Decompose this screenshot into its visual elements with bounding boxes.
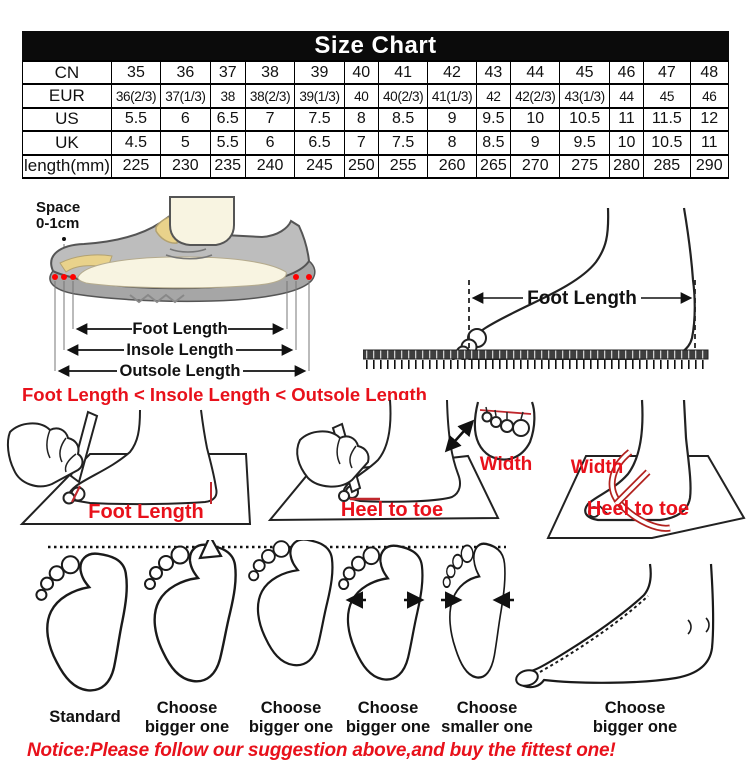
scene1-foot-length-label: Foot Length: [88, 501, 204, 523]
size-cell: 7.5: [295, 108, 344, 131]
size-cell: 245: [295, 155, 344, 178]
footprint-narrow: [441, 544, 514, 678]
caption-smaller: [412, 698, 562, 738]
size-cell: 10: [511, 108, 560, 131]
foot-ruler-diagram: [363, 200, 750, 380]
size-cell: 41(1/3): [428, 84, 476, 107]
caption-line: Choose: [604, 698, 666, 717]
size-cell: 7.5: [378, 131, 427, 154]
size-cell: 235: [210, 155, 245, 178]
row-label: US: [23, 108, 112, 131]
size-cell: 8.5: [378, 108, 427, 131]
size-cell: 41: [378, 61, 427, 84]
size-cell: 39(1/3): [295, 84, 344, 107]
footprint-guide: [0, 540, 750, 698]
size-cell: 6: [245, 131, 294, 154]
size-cell: 5.5: [210, 131, 245, 154]
size-cell: 290: [690, 155, 728, 178]
size-cell: 44: [609, 84, 643, 107]
tape-width-label: Width: [570, 457, 624, 478]
ruler: [363, 350, 708, 369]
caption-line: Choose: [260, 698, 322, 717]
size-cell: 40: [344, 84, 378, 107]
size-cell: 12: [690, 108, 728, 131]
size-cell: 6: [161, 108, 210, 131]
caption-line: bigger one: [248, 718, 334, 736]
outsole-length-label: Outsole Length: [119, 362, 241, 380]
size-cell: 5.5: [111, 108, 160, 131]
size-cell: 5: [161, 131, 210, 154]
row-label: length(mm): [23, 155, 112, 178]
table-row: [23, 131, 729, 154]
caption-line: smaller one: [441, 718, 533, 736]
size-chart-header: Size Chart: [22, 31, 729, 60]
size-cell: 265: [476, 155, 510, 178]
size-cell: 42: [476, 84, 510, 107]
size-cell: 37: [210, 61, 245, 84]
size-cell: 42(2/3): [511, 84, 560, 107]
size-cell: 46: [609, 61, 643, 84]
size-cell: 6.5: [295, 131, 344, 154]
size-cell: 6.5: [210, 108, 245, 131]
size-cell: 8: [344, 108, 378, 131]
size-cell: 230: [161, 155, 210, 178]
caption-bigger-4: [560, 698, 710, 738]
caption-line: bigger one: [592, 718, 678, 736]
footprint-standard: [35, 553, 130, 693]
size-cell: 9: [428, 108, 476, 131]
foot-high-arch-side: [514, 564, 713, 688]
size-cell: 45: [560, 61, 609, 84]
caption-line: Standard: [49, 708, 121, 727]
tape-width-scene: [548, 400, 744, 538]
size-cell: 39: [295, 61, 344, 84]
tape-heel-to-toe-label: Heel to toe: [586, 498, 690, 520]
comparison-text: Foot Length < Insole Length < Outsole Length: [22, 384, 427, 405]
footprint-wide: [339, 546, 422, 680]
ankle: [170, 197, 234, 245]
row-label: CN: [23, 61, 112, 84]
size-cell: 48: [690, 61, 728, 84]
size-cell: 8.5: [476, 131, 510, 154]
size-cell: 7: [245, 108, 294, 131]
size-cell: 44: [511, 61, 560, 84]
footprint-bunion: [145, 540, 236, 681]
notice-text: Notice:Please follow our suggestion above,and buy the fittest one!: [27, 740, 616, 761]
size-cell: 10.5: [644, 131, 690, 154]
size-cell: 36(2/3): [111, 84, 160, 107]
size-cell: 9: [511, 131, 560, 154]
shoe-illustration: [50, 197, 315, 302]
size-cell: 38: [245, 61, 294, 84]
table-row: [23, 155, 729, 178]
foot-side-illustration: [453, 208, 695, 363]
table-row: [23, 61, 729, 84]
size-cell: 43: [476, 61, 510, 84]
trace-foot-length-scene: [8, 410, 250, 524]
scene2-heel-to-toe-label: Heel to toe: [340, 499, 444, 521]
size-cell: 43(1/3): [560, 84, 609, 107]
size-cell: 280: [609, 155, 643, 178]
caption-line: Choose: [456, 698, 518, 717]
size-cell: 9.5: [560, 131, 609, 154]
size-cell: 10: [609, 131, 643, 154]
trace-heel-scene: [270, 400, 498, 521]
size-cell: 38: [210, 84, 245, 107]
size-cell: 11: [690, 131, 728, 154]
shoe-measurement-diagram: [20, 195, 365, 387]
size-cell: 47: [644, 61, 690, 84]
size-cell: 240: [245, 155, 294, 178]
width-pointer-arrow: [447, 422, 472, 450]
size-cell: 9.5: [476, 108, 510, 131]
size-cell: 11.5: [644, 108, 690, 131]
size-cell: 45: [644, 84, 690, 107]
size-cell: 225: [111, 155, 160, 178]
size-cell: 275: [560, 155, 609, 178]
space-label-line2: 0-1cm: [36, 215, 80, 232]
size-cell: 42: [428, 61, 476, 84]
size-cell: 36: [161, 61, 210, 84]
size-cell: 11: [609, 108, 643, 131]
ruler-foot-length-label: Foot Length: [527, 288, 637, 309]
caption-line: Choose: [156, 698, 218, 717]
space-pointer-dot: [62, 237, 66, 241]
space-label-line1: Space: [36, 199, 81, 216]
size-cell: 37(1/3): [161, 84, 210, 107]
size-cell: 40: [344, 61, 378, 84]
size-cell: 260: [428, 155, 476, 178]
size-cell: 8: [428, 131, 476, 154]
caption-line: Choose: [357, 698, 419, 717]
size-cell: 250: [344, 155, 378, 178]
size-cell: 7: [344, 131, 378, 154]
size-cell: 10.5: [560, 108, 609, 131]
caption-line: bigger one: [144, 718, 230, 736]
size-chart-table: [22, 60, 729, 179]
insole-length-label: Insole Length: [126, 341, 234, 359]
table-row: [23, 84, 729, 107]
row-label: UK: [23, 131, 112, 154]
table-row: [23, 108, 729, 131]
width-inset-label: Width: [479, 454, 533, 475]
row-label: EUR: [23, 84, 112, 107]
size-cell: 255: [378, 155, 427, 178]
size-cell: 46: [690, 84, 728, 107]
footprint-long-toes: [249, 540, 332, 665]
size-cell: 35: [111, 61, 160, 84]
size-cell: 285: [644, 155, 690, 178]
caption-line: bigger one: [345, 718, 431, 736]
foot-length-label: Foot Length: [132, 320, 228, 338]
size-cell: 4.5: [111, 131, 160, 154]
measuring-scenes: [0, 398, 750, 543]
size-cell: 270: [511, 155, 560, 178]
size-cell: 40(2/3): [378, 84, 427, 107]
size-cell: 38(2/3): [245, 84, 294, 107]
